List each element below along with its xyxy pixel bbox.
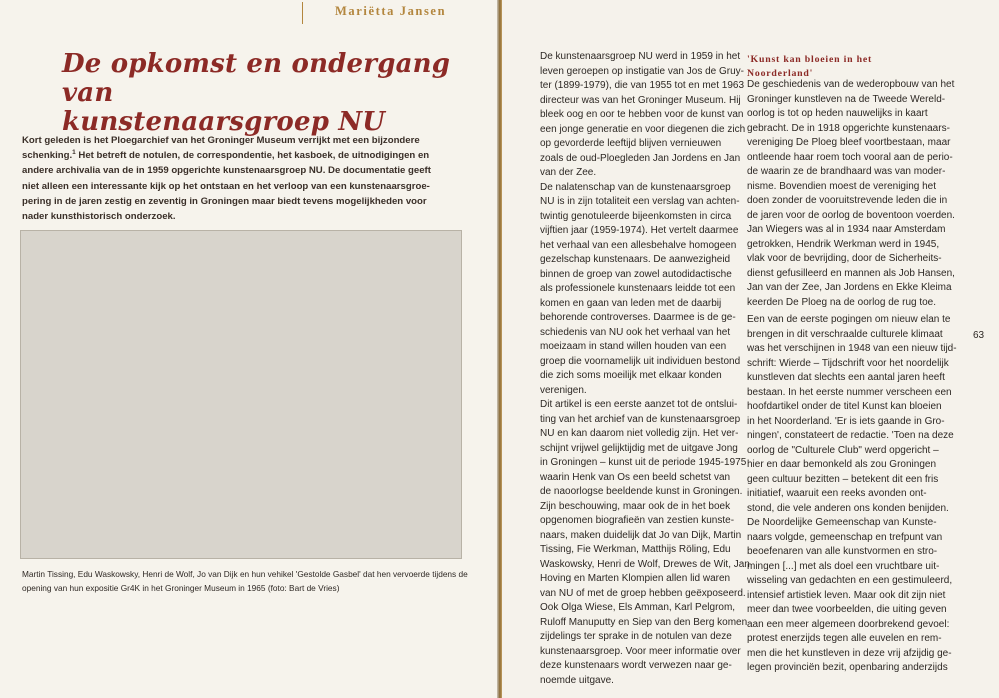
text-line: het verhaal van een allesbehalve homogeen — [540, 239, 737, 251]
text-line: waarin Henk van Os een beeld schetst van — [540, 471, 731, 483]
text-line: opgenomen biografieën van zestien kunste- — [540, 515, 735, 526]
text-line: NU en kan daarom niet volledig zijn. Het ver- — [540, 428, 739, 439]
text-line: de jaren voor de oorlog de boventoon voerden. — [747, 209, 955, 221]
text-line: hier en daar bemonkeld als zou Groningen — [747, 459, 937, 470]
text-line: kunstenaarsgroep. Voor meer informatie over — [540, 645, 741, 657]
article-title-line-2: kunstenaarsgroep NU — [62, 107, 386, 137]
text-line: schiedenis van NU ook het verhaal van het — [540, 326, 731, 338]
text-line: stond, die vele anderen ons konden benijden. — [747, 502, 949, 514]
text-line: Groninger kunstleven na de Tweede Wereld- — [747, 93, 946, 105]
text-line: moeizaam in stand willen houden van een — [540, 341, 727, 352]
text-line: ontleende haar roem toch vooral aan de perio- — [747, 151, 953, 163]
text-line: gezelschap kunstenaars. De aanwezigheid — [540, 254, 731, 265]
text-line: die zich soms moeilijk met elkaar konden — [540, 370, 722, 381]
text-line: twintig genotuleerde bijeenkomsten in circa — [540, 210, 732, 222]
text-line: was het verschijnen in 1948 van een nieuw tijd- — [747, 343, 957, 354]
body-column-2b — [747, 313, 957, 676]
text-line: kunstleven dat slechts een aantal jaren heeft — [747, 372, 945, 383]
intro-line: andere archivalia van de in 1959 opgerichte kunstenaarsgroep NU. De documentatie geeft — [22, 165, 431, 177]
text-line: oorlog is tot op heden nauwelijks in kaart — [747, 108, 928, 119]
text-line: Jan van der Zee, Jan Jordens en Ekke Kleima — [747, 282, 952, 293]
text-line: ting van het archief van de kunstenaarsgroep — [540, 413, 741, 425]
text-line: zijdelings ter sprake in de notulen van deze — [540, 631, 732, 642]
text-line: brengen in dit verschraalde culturele klimaat — [747, 328, 943, 340]
text-line: beoefenaren van alle kunstvormen en strο- — [747, 546, 938, 557]
footnote-ref: 1 — [72, 149, 76, 157]
text-line: De kunstenaarsgroep NU werd in 1959 in het — [540, 51, 741, 62]
text-line: directeur was van het Groninger Museum. Hij — [540, 94, 741, 106]
text-line: ningen', constateert de redactie. 'Toen na deze — [747, 430, 954, 441]
intro-line: schenking.$^1$ Het betreft de notulen, de correspondentie, het kasboek, de uitnodigingen en — [22, 149, 430, 162]
text-line: binnen de groep van zowel autodidactische — [540, 268, 732, 280]
text-line: initiatief, waaruit een reeks avonden ont- — [747, 488, 927, 499]
text-line: de waarin ze de brandhaard was van moder- — [747, 166, 946, 177]
text-line: de naoorlogse beeldende kunst in Groningen. — [540, 486, 743, 497]
text-line: keerden De Ploeg na de oorlog de rug toe. — [747, 296, 937, 308]
caption-line-1: Martin Tissing, Edu Waskowsky, Henri de Wolf, Jo van Dijk en hun vehikel 'Gestolde Gasbel' dat hen vervoerde tijdens de — [22, 569, 468, 579]
intro-line: pering in de jaren zestig en zeventig in Groningen maar biedt tevens mogelijkheden voor — [22, 195, 427, 207]
text-line: schrift: Wierde – Tijdschrift voor het noordelijk — [747, 357, 949, 369]
text-line: dienst gefusilleerd en mannen als Job Hansen, — [747, 267, 955, 279]
text-line: op gevorderde leeftijd blijven vernieuwen — [540, 138, 722, 149]
text-line: zoals de oud-Ploegleden Jan Jordens en Jan — [540, 152, 741, 164]
text-line: legen provinciën bezit, openbaring anderzijds — [747, 662, 948, 673]
text-line: Zijn beschouwing, maar ook de in het boek — [540, 500, 731, 512]
text-line: naars volgde, gemeenschap en trefpunt van — [747, 531, 943, 543]
body-column-2a — [747, 78, 955, 310]
text-line: schijnt vrijwel gelijktijdig met de uitgave Jong — [540, 442, 738, 454]
section-heading-line-2: Noorderland' — [747, 68, 814, 79]
intro-line: nader kunsthistorisch onderzoek. — [22, 211, 176, 223]
text-line: Een van de eerste pogingen om nieuw elan te — [747, 314, 951, 325]
text-line: Tissing, Fie Werkman, Matthijs Röling, Edu — [540, 544, 731, 555]
text-line: Ruloff Manuputty en Siep van den Berg komen — [540, 616, 748, 628]
text-line: leven geroepen op instigatie van Jos de Gruy- — [540, 65, 745, 77]
text-line: mingen [...] met als doel een vruchtbare uit- — [747, 560, 940, 572]
text-line: aan een meer algemeen doorbrekend gevoel: — [747, 618, 950, 630]
article-title — [62, 50, 482, 137]
text-line: gebracht. De in 1918 opgerichte kunstenaars- — [747, 122, 950, 134]
text-line: groep die voornamelijk uit individuen bestond — [540, 355, 741, 367]
text-line: komen en gaan van leden met de daarbij — [540, 297, 722, 309]
page-number: 63 — [973, 330, 985, 341]
text-line: ter (1899-1979), die van 1955 tot en met 1963 — [540, 80, 745, 91]
text-line: vlak voor de bevrijding, door de Sicherheits- — [747, 253, 942, 264]
text-line: noemde uitgave. — [540, 674, 614, 686]
intro-line: Kort geleden is het Ploegarchief van het Groninger Museum verrijkt met een bijzondere — [22, 135, 420, 146]
text-line: van der Zee. — [540, 167, 597, 178]
text-line: men die het kunstleven in deze vrij afzijdig ge- — [747, 647, 952, 659]
text-line: NU is in zijn totaliteit een verslag van achten- — [540, 196, 740, 207]
text-line: intensief artistiek leven. Maar ook dit zijn niet — [747, 589, 946, 601]
text-line: oorlog de "Culturele Club" werd opgericht – — [747, 444, 939, 456]
text-line: De Noordelijke Gemeenschap van Kunste- — [747, 517, 937, 528]
text-line: hoofdartikel onder de titel Kunst kan bloeien — [747, 401, 942, 412]
text-line: in Groningen – kunst uit de periode 1945-1975 — [540, 457, 747, 468]
text-line: Jan Wiegers was al in 1934 naar Amsterdam — [747, 224, 946, 235]
text-line: Dit artikel is een eerste aanzet tot de ontslui- — [540, 399, 738, 410]
text-line: vereniging De Ploeg bleef voortbestaan, maar — [747, 137, 951, 148]
text-line: geen cultuur bezitten – betekent dit een fris — [747, 473, 939, 485]
text-line: getrokken, Hendrik Werkman werd in 1945, — [747, 238, 940, 250]
text-line: naars, maken duidelijk dat Jo van Dijk, Martin — [540, 529, 742, 541]
text-line: De geschiedenis van de wederopbouw van het — [747, 79, 955, 90]
text-line: verenigen. — [540, 384, 587, 396]
intro-line: niet alleen een interessante kijk op het ontstaan en het verloop van een kunstenaarsgroe- — [22, 180, 430, 192]
text-line: in het Noorderland. 'Er is iets gaande in Gro- — [747, 415, 945, 427]
running-head-rule — [302, 2, 303, 24]
text-line: deze kunstenaars wordt verwezen naar ge- — [540, 660, 732, 671]
text-line: bleek oog en oor te hebben voor de kunst van — [540, 109, 744, 120]
section-heading-line-1: 'Kunst kan bloeien in het — [747, 54, 873, 65]
text-line: nisme. Bovendien moest de vereniging het — [747, 180, 937, 192]
text-line: als professionele kunstenaars leidde tot een — [540, 283, 736, 294]
text-line: Waskowsky, Henri de Wolf, Drewes de Wit, Jan — [540, 558, 750, 570]
text-line: een jonge generatie en voor diegenen die zich — [540, 123, 746, 135]
text-line: doen zonder de vooruitstrevende leden die in — [747, 195, 948, 206]
text-line: protest enerzijds tegen alle euvelen en rem- — [747, 633, 942, 644]
running-head-author: Mariëtta Jansen — [335, 4, 447, 18]
caption-line-2: opening van hun expositie Gr4K in het Groninger Museum in 1965 (foto: Bart de Vries) — [22, 583, 340, 593]
text-line: Ook Olga Wiese, Els Amman, Karl Pelgrom, — [540, 602, 736, 613]
text-line: vijftien jaar (1959-1974). Het vertelt daarmee — [540, 225, 739, 236]
intro-paragraph — [22, 133, 462, 224]
article-title-line-1: De opkomst en ondergang van — [62, 49, 451, 108]
text-line: De nalatenschap van de kunstenaarsgroep — [540, 181, 731, 193]
vehicle-photo — [20, 230, 462, 559]
section-heading — [747, 53, 947, 81]
text-line: bestaan. In het eerste nummer verscheen een — [747, 386, 952, 398]
text-line: meer dan twee voorbeelden, die uiting geven — [747, 604, 947, 615]
photo-caption — [22, 567, 468, 595]
text-line: van NU of met de groep hebben geëxposeerd. — [540, 587, 746, 599]
body-column-1 — [540, 50, 750, 688]
text-line: behorende controverses. Daarmee is de ge- — [540, 312, 736, 323]
text-line: wisseling van gedachten en een gestimuleerd, — [747, 575, 953, 586]
text-line: Hoving en Marten Klompien allen lid waren — [540, 573, 731, 584]
